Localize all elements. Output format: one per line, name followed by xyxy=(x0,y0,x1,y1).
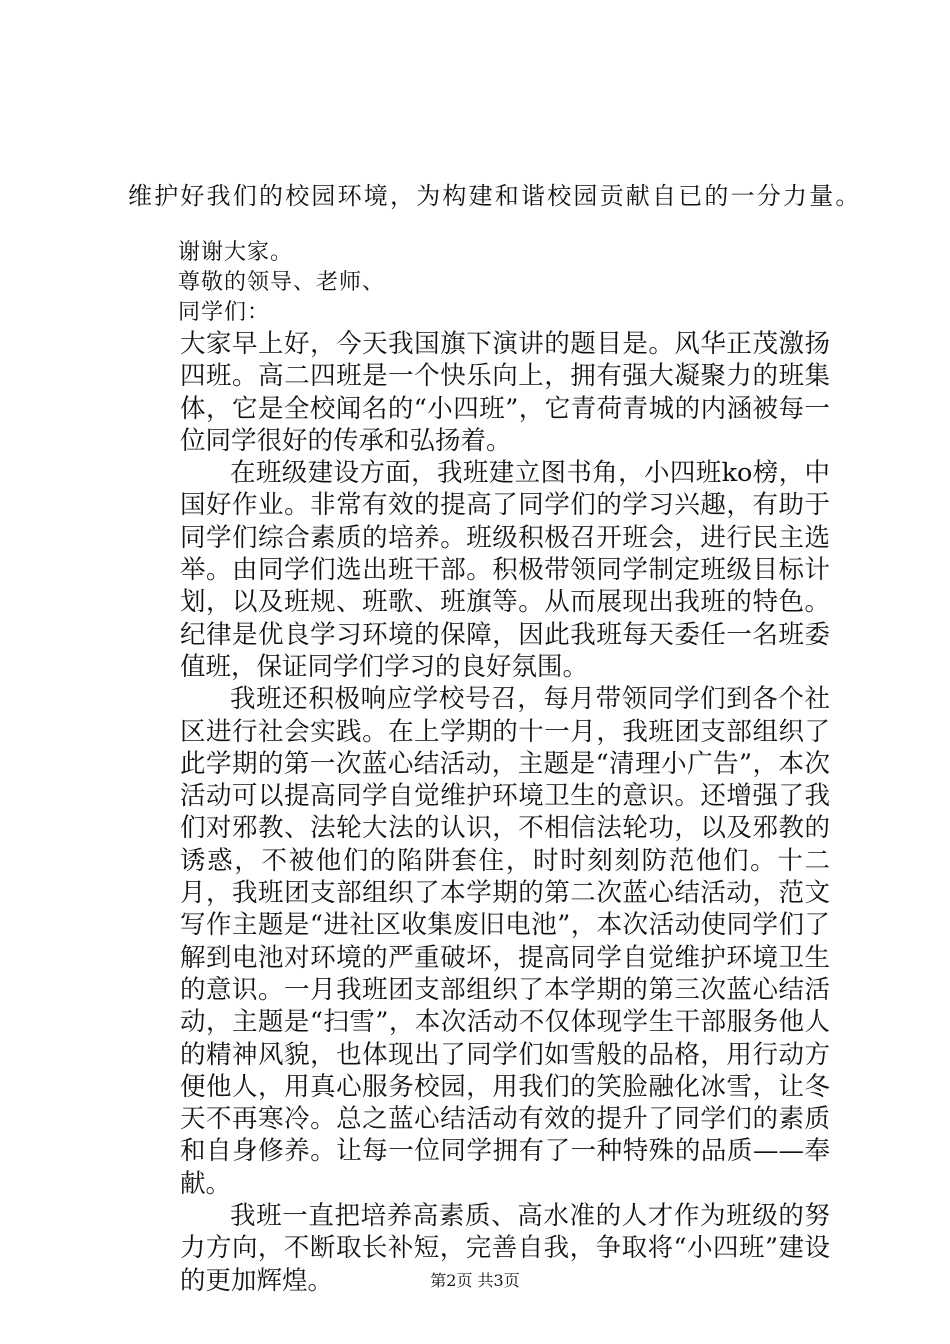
speech-body xyxy=(180,328,830,1297)
greeting-line-2: 同学们： xyxy=(178,300,271,325)
page-footer: 第2页 共3页 xyxy=(430,1271,520,1290)
paragraph: 我班一直把培养高素质、高水准的人才作为班级的努力方向，不断取长补短，完善自我，争取将“小四班”建设的更加辉煌。 xyxy=(180,1201,830,1296)
thanks-line: 谢谢大家。 xyxy=(178,240,294,265)
paragraph: 我班还积极响应学校号召，每月带领同学们到各个社区进行社会实践。在上学期的十一月，我班团支部组织了此学期的第一次蓝心结活动，主题是“清理小广告”，本次活动可以提高同学自觉维护环境卫生的意识。还增强了我们对邪教、法轮大法的认识，不相信法轮功，以及邪教的诱惑，不被他们的陷阱套住，时时刻刻防范他们。十二月，我班团支部组织了本学期的第二次蓝心结活动，范文写作主题是“进社区收集废旧电池”，本次活动使同学们了解到电池对环境的严重破坏，提高同学自觉维护环境卫生的意识。一月我班团支部组织了本学期的第三次蓝心结活动，主题是“扫雪”，本次活动不仅体现学生干部服务他人的精神风貌，也体现出了同学们如雪般的品格，用行动方便他人，用真心服务校园，用我们的笑脸融化冰雪，让冬天不再寒冷。总之蓝心结活动有效的提升了同学们的素质和自身修养。让每一位同学拥有了一种特殊的品质——奉献。 xyxy=(180,684,830,1199)
paragraph: 大家早上好，今天我国旗下演讲的题目是。风华正茂激扬四班。高二四班是一个快乐向上，拥有强大凝聚力的班集体，它是全校闻名的“小四班”，它青荷青城的内涵被每一位同学很好的传承和弘扬着。 xyxy=(180,329,830,456)
greeting-line: 尊敬的领导、老师、 xyxy=(178,270,386,295)
paragraph: 在班级建设方面，我班建立图书角，小四班ko榜，中国好作业。非常有效的提高了同学们的学习兴趣，有助于同学们综合素质的培养。班级积极召开班会，进行民主选举。由同学们选出班干部。积极带领同学制定班级目标计划，以及班规、班歌、班旗等。从而展现出我班的特色。纪律是优良学习环境的保障，因此我班每天委任一名班委值班，保证同学们学习的良好氛围。 xyxy=(180,458,830,682)
lead-line: 维护好我们的校园环境，为构建和谐校园贡献自已的一分力量。 xyxy=(128,182,862,210)
